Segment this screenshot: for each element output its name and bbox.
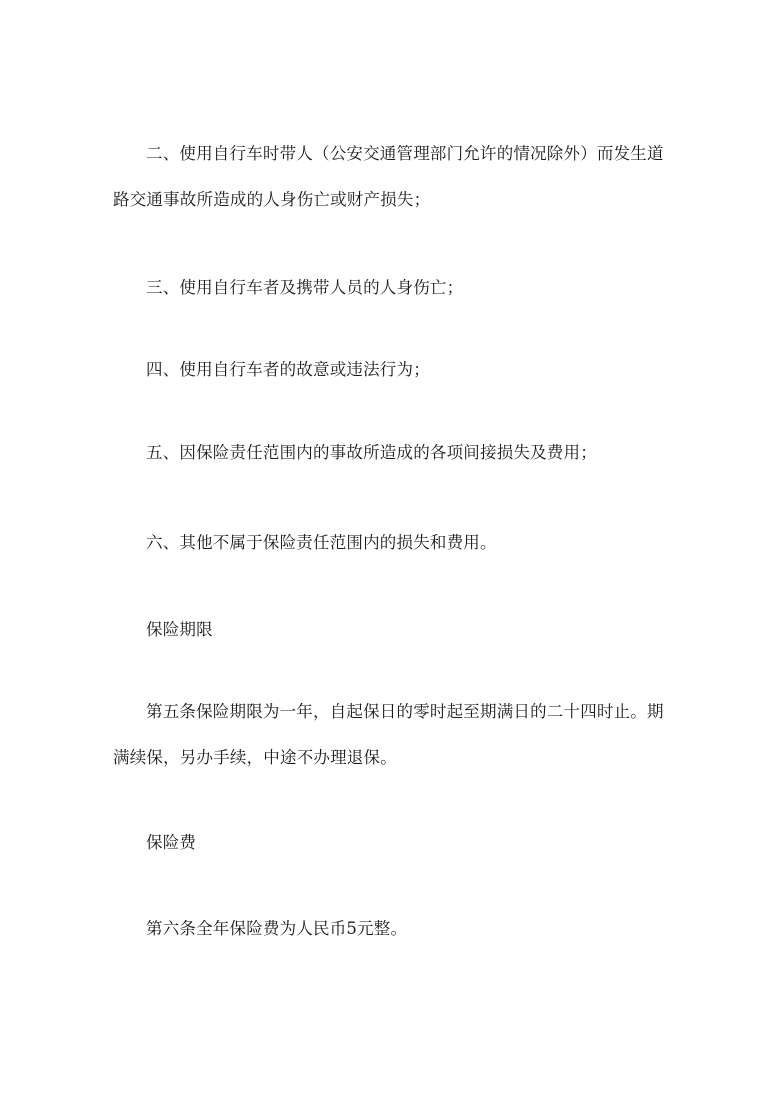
section-heading-insurance-period: 保险期限 [146, 620, 213, 639]
exclusion-item-5 [113, 430, 673, 476]
exclusion-item-2 [113, 131, 673, 223]
exclusion-item-4 [113, 347, 673, 393]
article-6 [113, 906, 673, 952]
article-5-text: 第五条保险期限为一年，自起保日的零时起至期满日的二十四时止。期满续保，另办手续，中途不办理退保。 [113, 702, 664, 767]
exclusion-item-3-text: 三、使用自行车者及携带人员的人身伤亡； [146, 278, 464, 297]
exclusion-item-3 [113, 265, 673, 311]
article-5 [113, 689, 673, 781]
article-6-text: 第六条全年保险费为人民币5元整。 [146, 919, 408, 938]
exclusion-item-2-text: 二、使用自行车时带人（公安交通管理部门允许的情况除外）而发生道路交通事故所造成的人身伤亡或财产损失； [113, 144, 664, 209]
exclusion-item-5-text: 五、因保险责任范围内的事故所造成的各项间接损失及费用； [146, 443, 597, 462]
exclusion-item-4-text: 四、使用自行车者的故意或违法行为； [146, 360, 430, 379]
exclusion-item-6-text: 六、其他不属于保险责任范围内的损失和费用。 [146, 533, 497, 552]
exclusion-item-6 [113, 520, 673, 566]
section-heading-premium: 保险费 [146, 833, 197, 852]
